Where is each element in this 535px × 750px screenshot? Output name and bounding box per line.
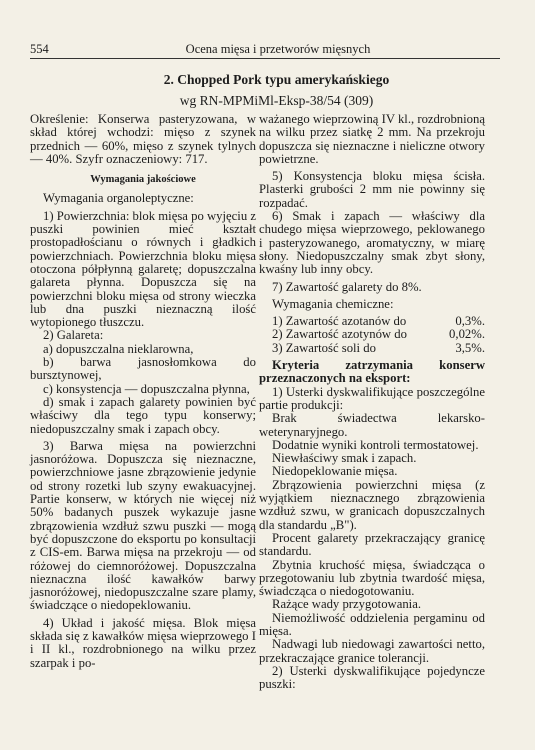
chemical-label: 2) Zawartość azotynów do <box>272 327 407 342</box>
left-column <box>30 113 256 670</box>
consistency-paragraph: 5) Konsystencja bloku mięsa ścisła. Plasterki grubości 2 mm nie powinny się rozpadać. <box>259 169 485 210</box>
criteria-line: Niewłaściwy smak i zapach. <box>272 451 417 466</box>
layout-paragraph: 4) Układ i jakość mięsa. Blok mięsa składa się z kawałków mięsa wieprzowego I i II kl., rozdrobnionego na wilku przez szarpak i po- <box>30 615 256 670</box>
chemical-item-salt <box>259 342 485 355</box>
chemical-value: 3,5%. <box>455 340 485 355</box>
definition-paragraph: Określenie: Konserwa pasteryzowana, w skład której wchodzi: mięso z szynek przednich — 60%, mięso z szynek tylnych — 40%. Szyfr oznaczeniowy: 717. <box>30 112 256 166</box>
taste-paragraph: 6) Smak i zapach — właściwy dla chudego mięsa wieprzowego, peklowanego i pasteryzowanego, aromatyczny, w miarę słony. Niedopuszczalny smak zbyt słony, kwaśny lub inny obcy. <box>259 209 485 277</box>
section-title: 2. Chopped Pork typu amerykańskiego <box>163 72 390 87</box>
layout-continued: ważanego wieprzowiną IV kl., rozdrobnioną na wilku przez siatkę 2 mm. Na przekroju dopuszcza się nieznaczne i nieliczne otwory powietrzne. <box>259 112 485 166</box>
chemical-value: 0,02%. <box>449 327 485 342</box>
jelly-item-c: c) konsystencja — dopuszczalna płynna, <box>43 381 250 396</box>
header-rule <box>30 58 500 59</box>
criteria-heading: Kryteria zatrzymania konserw przeznaczonych na eksport: <box>259 358 485 386</box>
jelly-heading: 2) Galareta: <box>43 328 104 343</box>
criteria-line: Nadwagi lub niedowagi zawartości netto, przekraczające granice tolerancji. <box>259 637 485 665</box>
criteria-line: Niemożliwość oddzielenia pergaminu od mięsa. <box>259 610 485 638</box>
right-column <box>259 113 485 691</box>
chemical-item-nitrites <box>259 328 485 341</box>
criteria-item-1: 1) Usterki dyskwalifikujące poszczególne partie produkcji: <box>259 384 485 412</box>
standard-reference: wg RN-MPMiMl-Eksp-38/54 (309) <box>179 93 374 108</box>
criteria-line: Rażące wady przygotowania. <box>272 597 422 612</box>
organoleptic-heading: Wymagania organoleptyczne: <box>43 191 194 206</box>
criteria-item-2: 2) Usterki dyskwalifikujące pojedyncze puszki: <box>259 663 485 692</box>
criteria-line: Zbytnia kruchość mięsa, świadcząca o przegotowaniu lub zbytnia twardość mięsa, świadcząca o niedogotowaniu. <box>259 557 485 599</box>
jelly-item-b: b) barwa jasnosłomkowa do bursztynowej, <box>30 355 256 383</box>
running-title: Ocena mięsa i przetworów mięsnych <box>185 42 371 56</box>
requirements-heading: Wymagania jakościowe <box>90 174 196 186</box>
jelly-content: 7) Zawartość galarety do 8%. <box>272 279 422 294</box>
criteria-line: Zbrązowienia powierzchni mięsa (z wyjątkiem nieznacznego zbrązowienia wzdłuż szwu, w granicach dopuszczalnych dla standardu „B"). <box>259 477 485 532</box>
chemical-label: 1) Zawartość azotanów do <box>272 314 407 329</box>
jelly-item-d: d) smak i zapach galarety powinien być właściwy dla tego typu konserwy; niedopuszczalny smak i zapach obcy. <box>30 394 256 436</box>
chemical-label: 3) Zawartość soli do <box>272 340 376 355</box>
chemical-item-nitrates <box>259 315 485 328</box>
criteria-line: Brak świadectwa lekarsko-weterynaryjnego. <box>259 411 485 439</box>
color-paragraph: 3) Barwa mięsa na powierzchni jasnoróżowa. Dopuszcza się nieznaczne, powierzchniowe jasne zbrązowienie jedynie od strony rozetki lub szyny ewakuacyjnej. Partie konserw, w których nie więcej niż 50% badanych puszek wykazuje jasne zbrązowienia wzdłuż szwu puszki — mogą być dopuszczone do eksportu po konsultacji z CIS-em. Barwa mięsa na przekroju — od różowej do ciemnoróżowej. Dopuszczalna nieznaczna ilość kawałków barwy jasnoróżowej, niedopuszczalne szare plamy, świadczące o niedopeklowaniu. <box>30 438 256 613</box>
criteria-line: Procent galarety przekraczający granicę standardu. <box>259 530 485 559</box>
criteria-line: Niedopeklowanie mięsa. <box>272 464 398 479</box>
jelly-item-a: a) dopuszczalna nieklarowna, <box>43 341 194 356</box>
chemical-heading: Wymagania chemiczne: <box>272 296 394 311</box>
criteria-line: Dodatnie wyniki kontroli termostatowej. <box>272 437 479 452</box>
chemical-value: 0,3%. <box>455 314 485 329</box>
page-number: 554 <box>30 42 49 56</box>
surface-paragraph: 1) Powierzchnia: blok mięsa po wyjęciu z puszki powinien mieć kształt prostopadłościanu o równych i gładkich powierzchniach. Powierzchnia bloku mięsa otoczona półpłynną galaretę; dopuszczalna galareta płynna. Dopuszcza się na powierzchni bloku mięsa od strony wieczka lub dna puszki nieznaczną ilość wytopionego tłuszczu. <box>30 208 256 330</box>
